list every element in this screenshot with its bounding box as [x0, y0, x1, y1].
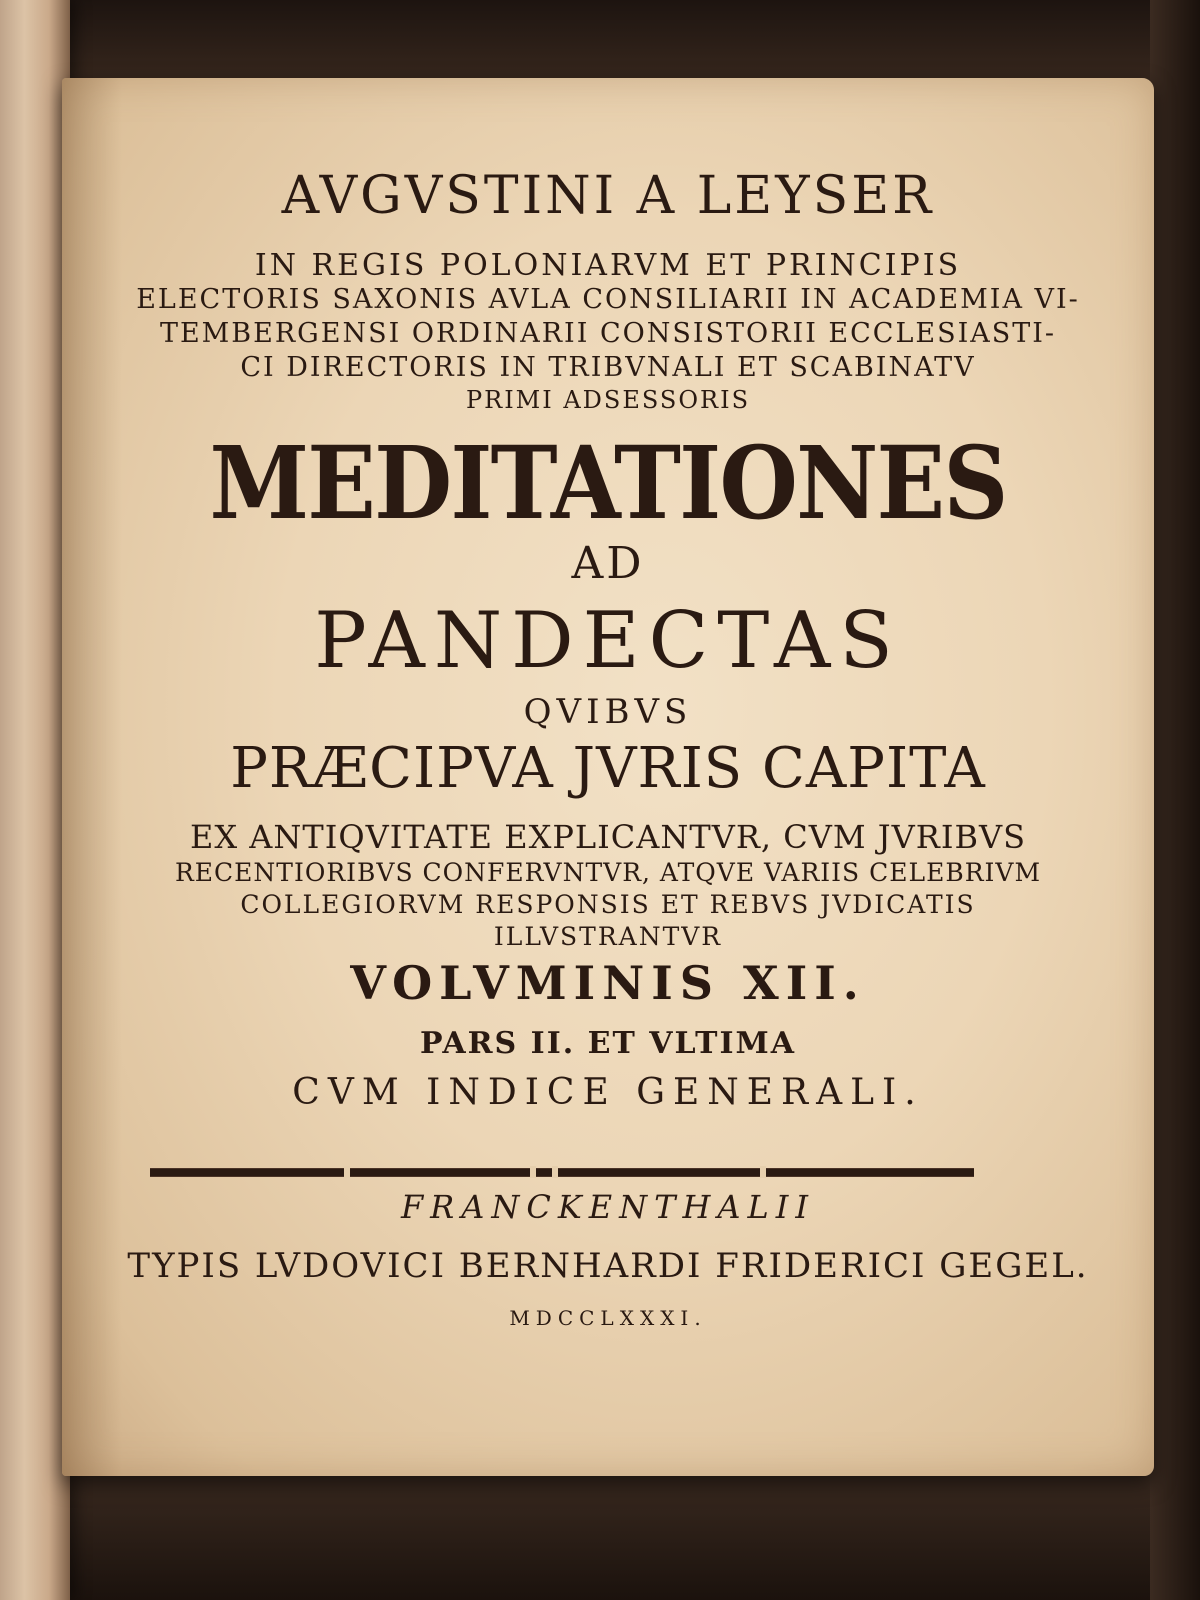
title-page	[62, 78, 1154, 1476]
imprint-printer: TYPIS LVDOVICI BERNHARDI FRIDERICI GEGEL.	[127, 1246, 1089, 1286]
title-ad: AD	[571, 538, 645, 589]
description-line: COLLEGIORVM RESPONSIS ET REBVS JVDICATIS	[240, 890, 976, 919]
author-line: AVGVSTINI A LEYSER	[281, 166, 935, 226]
author-title-line: PRIMI ADSESSORIS	[465, 386, 751, 414]
author-title-line: TEMBERGENSI ORDINARII CONSISTORII ECCLESIASTI-	[159, 318, 1057, 349]
decorative-rule	[150, 1168, 974, 1177]
rule-gap	[530, 1166, 536, 1178]
title-pandectas: PANDECTAS	[314, 596, 902, 686]
book-spine-edge	[0, 0, 70, 1600]
author-title-line: ELECTORIS SAXONIS AVLA CONSILIARII IN ACADEMIA VI-	[136, 284, 1080, 315]
main-title: MEDITATIONES	[209, 424, 1007, 542]
author-title-line: IN REGIS POLONIARVM ET PRINCIPIS	[254, 248, 962, 283]
background-right	[1150, 0, 1200, 1600]
rule-gap	[552, 1166, 558, 1178]
index-line: CVM INDICE GENERALI.	[292, 1072, 924, 1113]
author-title-line: CI DIRECTORIS IN TRIBVNALI ET SCABINATV	[240, 352, 976, 383]
background-bottom	[0, 1470, 1200, 1600]
title-quibus: QVIBVS	[523, 692, 693, 732]
rule-gap	[344, 1166, 350, 1178]
description-line: ILLVSTRANTVR	[493, 922, 723, 951]
description-line: RECENTIORIBVS CONFERVNTVR, ATQVE VARIIS CELEBRIVM	[174, 858, 1042, 887]
part-line: PARS II. ET VLTIMA	[419, 1026, 797, 1061]
volume-line: VOLVMINIS XII.	[350, 956, 866, 1010]
imprint-place: FRANCKENTHALII	[400, 1188, 816, 1226]
rule-gap	[760, 1166, 766, 1178]
title-praecipua: PRÆCIPVA JVRIS CAPITA	[230, 736, 986, 801]
imprint-year: MDCCLXXXI.	[509, 1306, 707, 1330]
description-line: EX ANTIQVITATE EXPLICANTVR, CVM JVRIBVS	[189, 818, 1026, 856]
